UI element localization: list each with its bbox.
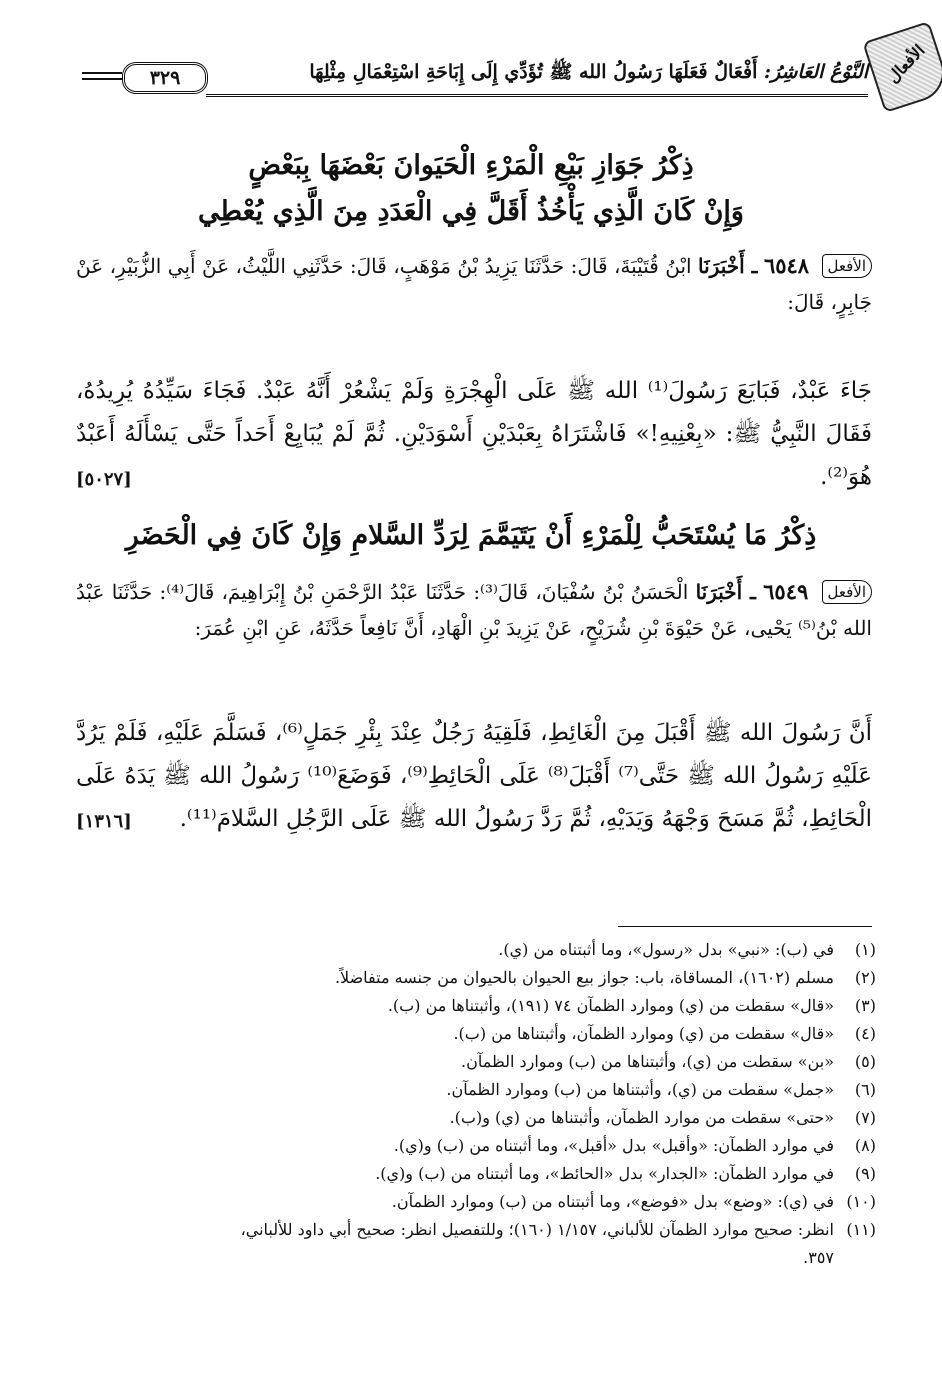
footnote: (٤)«قال» سقطت من (ي) وموارد الظمآن، وأثبتناها من (ب).: [453, 1024, 876, 1043]
chapter-label: الأفعال: [883, 40, 929, 87]
footnote: (٥)«بن» سقطت من (ي)، وأثبتناها من (ب) وموارد الظمآن.: [460, 1052, 876, 1071]
section-heading: ذِكْرُ جَوَازِ بَيْعِ الْمَرْءِ الْحَيَوانَ بَعْضَهَا بِبَعْضٍ: [248, 150, 694, 181]
hadith-matn: [76, 712, 872, 843]
footnote: (١١)انظر: صحيح موارد الظمآن للألباني، ١/١٥٧ (١٦٠)؛ وللتفصيل انظر: صحيح أبي داود للألباني،: [240, 1220, 876, 1239]
page-number: ٣٢٩: [122, 62, 208, 94]
header-rule: [206, 94, 868, 97]
running-header: [88, 54, 868, 98]
footnote: (١٠)في (ي): «وضع» بدل «فوضع»، وما أثبتناه من (ب) وموارد الظمآن.: [391, 1192, 876, 1211]
header-title-rest: أَفْعَالٌ فَعَلَهَا رَسُولُ الله ﷺ تُؤَدِّي إِلَى إِبَاحَةِ اسْتِعْمَالِ مِثْلِهَا: [309, 61, 758, 83]
header-title-lead: النَّوْعُ العَاشِرُ:: [763, 61, 868, 83]
footnote: (٦)«جمل» سقطت من (ي)، وأثبتناها من (ب) وموارد الظمآن.: [446, 1080, 876, 1099]
hadith-tag: الأفعل: [822, 580, 873, 604]
cross-reference: [١٣١٦]: [76, 811, 132, 832]
footnote: (٢)مسلم (١٦٠٢)، المساقاة، باب: جواز بيع الحيوان بالحيوان من جنسه متفاضلاً.: [334, 968, 876, 987]
footnote: (٨)في موارد الظمآن: «وأقبل» بدل «أقبل»، وما أثبتناه من (ب) و(ي).: [393, 1136, 876, 1155]
hadith-isnad: [76, 248, 872, 320]
cross-reference: [٥٠٢٧]: [76, 469, 132, 490]
section-heading: وَإِنْ كَانَ الَّذِي يَأْخُذُ أَقَلَّ فِي الْعَدَدِ مِنَ الَّذِي يُعْطِي: [198, 196, 744, 227]
hadith-isnad: [76, 574, 872, 646]
header-title: [309, 60, 868, 88]
footnote: (١)في (ب): «نبي» بدل «رسول»، وما أثبتناه من (ي).: [498, 940, 876, 959]
isnad-text: ابْنُ قُتَيْبَةَ، قَالَ: حَدَّثَنَا يَزِيدُ بْنُ مَوْهَبٍ، قَالَ: حَدَّثَنِي اللَّيْثُ، عَنْ أَبِي الزُّبَيْرِ، عَنْ جَابِرٍ، قَالَ:: [76, 254, 872, 314]
narration-verb: ـ أَخْبَرَنَا: [695, 580, 756, 604]
footnote: (٣)«قال» سقطت من (ي) وموارد الظمآن ٧٤ (١٩١)، وأثبتناها من (ب).: [387, 996, 876, 1015]
matn-text: جَاءَ عَبْدٌ، فَبَايَعَ رَسُولَ⁽¹⁾ الله ﷺ عَلَى الْهِجْرَةِ وَلَمْ يَشْعُرْ أَنَّهُ عَبْدٌ. فَجَاءَ سَيِّدُهُ يُرِيدُهُ، فَقَالَ النَّبِيُّ ﷺ: «بِعْنِيهِ!» فَاشْتَرَاهُ بِعَبْدَيْنِ أَسْوَدَيْنِ. ثُمَّ لَمْ يُبَايِعْ أَحَداً حَتَّى يَسْأَلَهُ أَعَبْدٌ هُوَ⁽²⁾.: [76, 378, 872, 490]
hadith-tag: الأفعل: [822, 254, 873, 278]
hadith-number: ٦٥٤٨: [763, 253, 810, 278]
section-heading: ذِكْرُ مَا يُسْتَحَبُّ لِلْمَرْءِ أَنْ يَتَيَمَّمَ لِرَدِّ السَّلامِ وَإِنْ كَانَ فِي الْحَضَرِ: [125, 520, 817, 551]
header-ornament-line: [82, 78, 122, 80]
footnote-rule: [618, 926, 872, 927]
narration-verb: ـ أَخْبَرَنَا: [698, 254, 758, 278]
isnad-text: الْحَسَنُ بْنُ سُفْيَانَ، قَالَ⁽³⁾: حَدَّثَنَا عَبْدُ الرَّحْمَنِ بْنُ إِبْرَاهِيمَ، قَالَ⁽⁴⁾: حَدَّثَنَا عَبْدُ الله بْنُ⁽⁵⁾ يَحْيى، عَنْ حَيْوَةَ بْنِ شُرَيْحٍ، عَنْ يَزِيدَ بْنِ الْهَادِ، أَنَّ نَافِعاً حَدَّثَهُ، عَنِ ابْنِ عُمَرَ:: [76, 580, 872, 640]
matn-text: أَنَّ رَسُولَ الله ﷺ أَقْبَلَ مِنَ الْغَائِطِ، فَلَقِيَهُ رَجُلٌ عِنْدَ بِئْرِ جَمَلٍ⁽⁶⁾، فَسَلَّمَ عَلَيْهِ، فَلَمْ يَرُدَّ عَلَيْهِ رَسُولُ الله ﷺ حَتَّى⁽⁷⁾ أَقْبَلَ⁽⁸⁾ عَلَى الْحَائِطِ⁽⁹⁾، فَوَضَعَ⁽¹⁰⁾ رَسُولُ الله ﷺ يَدَهُ عَلَى الْحَائِطِ، ثُمَّ مَسَحَ وَجْهَهُ وَيَدَيْهِ، ثُمَّ رَدَّ رَسُولُ الله ﷺ عَلَى الرَّجُلِ السَّلامَ⁽¹¹⁾.: [76, 720, 872, 832]
hadith-number: ٦٥٤٩: [763, 579, 809, 604]
footnotes: [80, 936, 876, 1272]
footnote: (٩)في موارد الظمآن: «الجدار» بدل «الحائط»، وما أثبتناه من (ب) و(ي).: [375, 1164, 876, 1183]
hadith-matn: [76, 370, 872, 501]
footnote: (٧)«حتى» سقطت من موارد الظمآن، وأثبتناها من (ي) و(ب).: [449, 1108, 876, 1127]
footnote-continuation: ٣٥٧.: [803, 1248, 834, 1267]
header-ornament-line: [82, 72, 122, 74]
chapter-puzzle-emblem: [862, 21, 942, 113]
